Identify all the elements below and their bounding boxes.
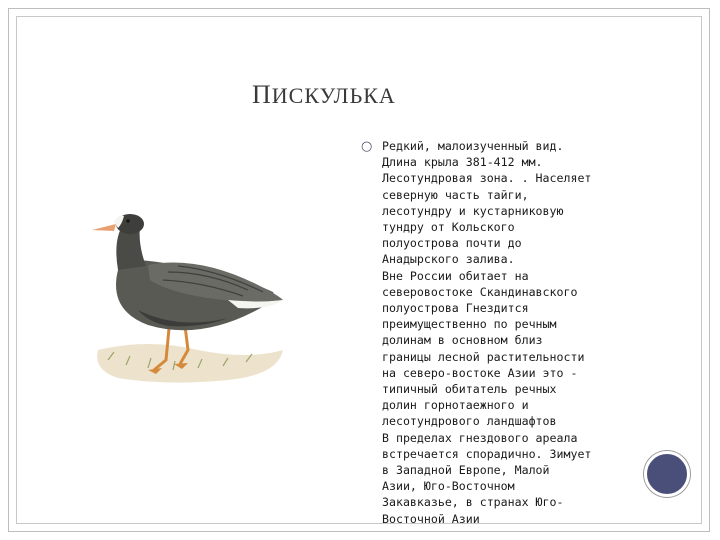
goose-illustration [78, 200, 298, 395]
decorative-circle-icon [644, 451, 690, 497]
ring-bullet-icon: ○ [361, 139, 373, 154]
slide-body-text: Редкий, малоизученный вид. Длина крыла 381-412 мм. Лесотундровая зона. . Населяет северную часть тайги, лесотундру и кустарниковую тундру от Кольского полуострова почти до Анадырского залива. Вне России обитает на северовостоке Скандинавского полуострова Гнездится преимущественно по речным долинам в основном близ границы лесной растительности на северо-востоке Азии это - типичный обитатель речных долин горнотаежного и лесотундрового ландшафтов В пределах гнездового ареала встречается спорадично. Зимует в Западной Европе, Малой Азии, Юго-Восточном Закавказье, в странах Юго- Восточной Азии [382, 139, 592, 526]
slide-title-initial: П [252, 80, 272, 109]
slide-title-rest: ИСКУЛЬКА [271, 83, 396, 108]
slide-title [252, 80, 396, 110]
